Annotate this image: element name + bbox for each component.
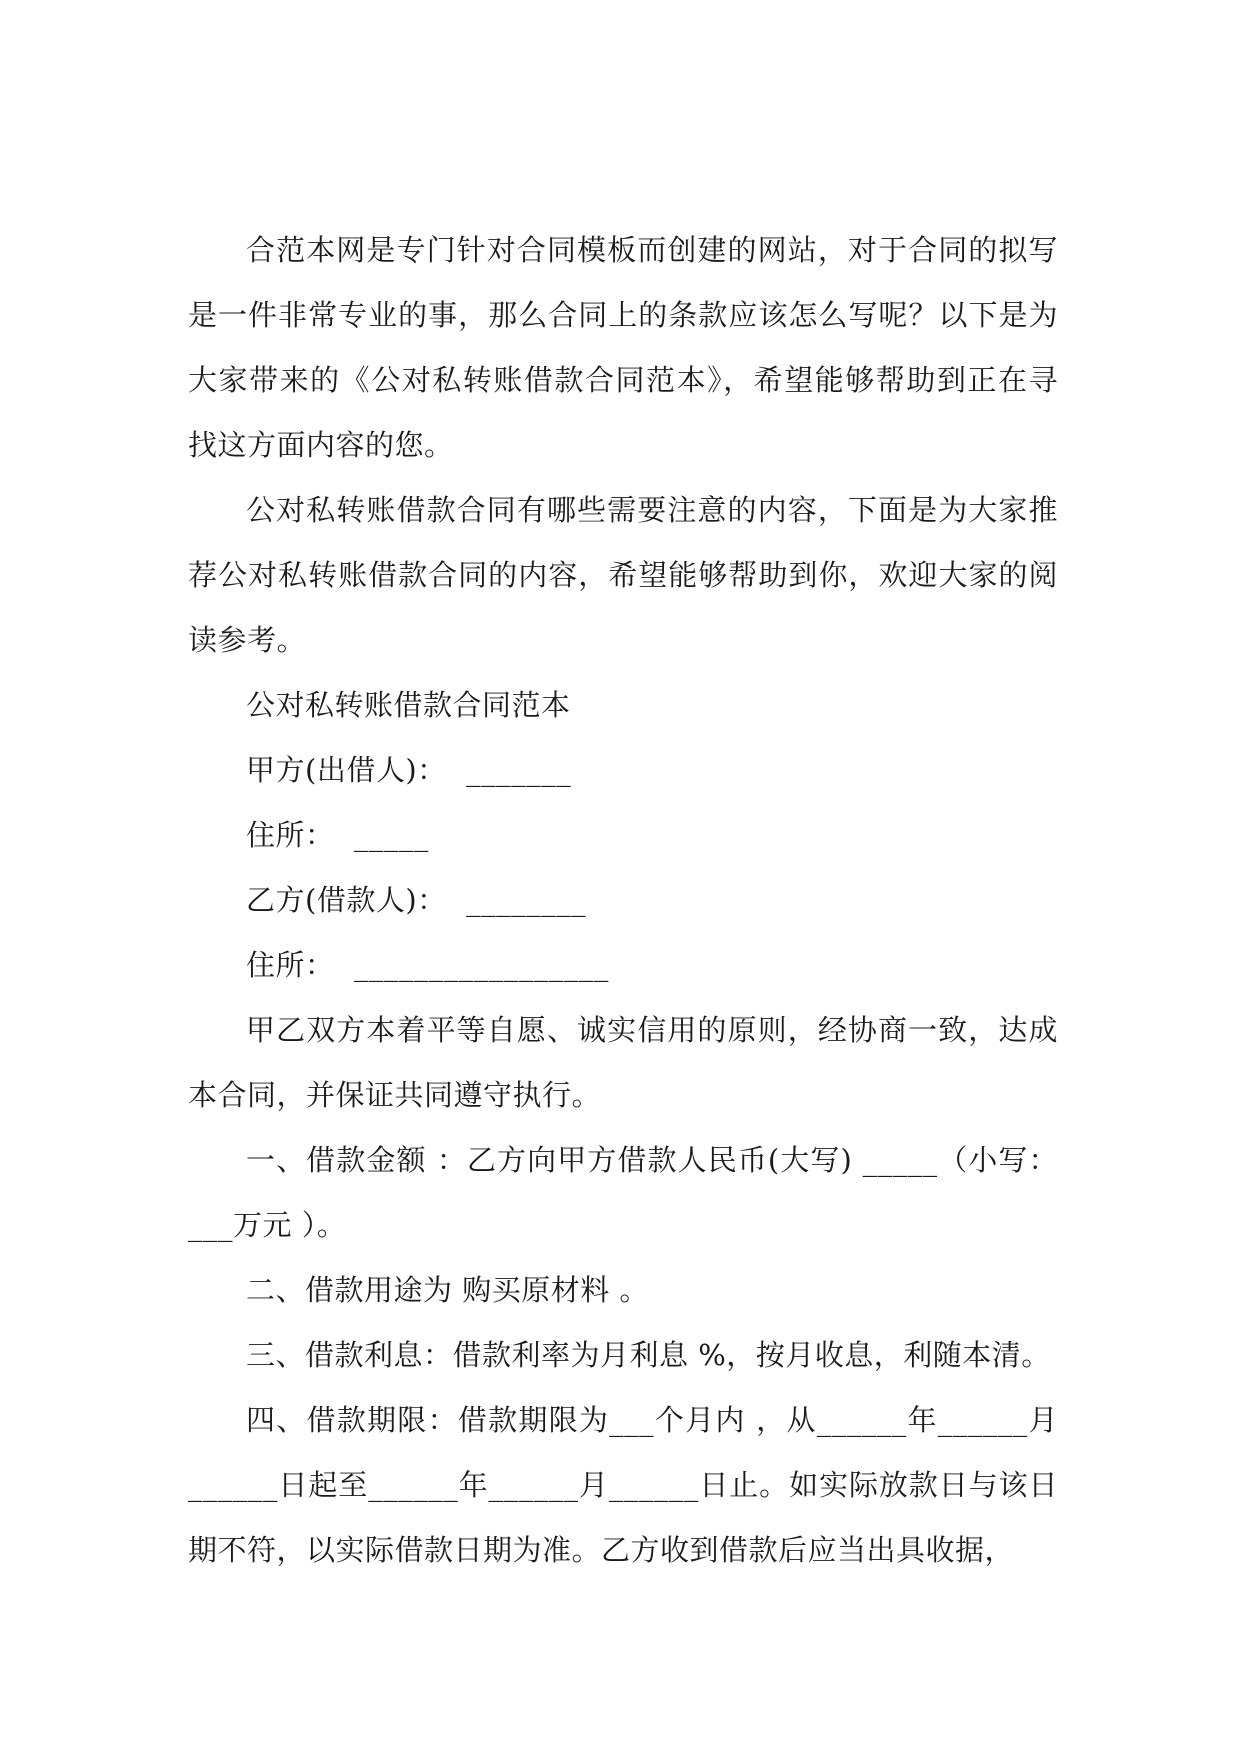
clause-loan-term: 四、借款期限：借款期限为___个月内 ，从______年______月______日起至______年______月______日止。如实际放款日与该日期不符，以实际借款日期为准。乙方收到借款后应当出具收据， xyxy=(188,1403,1058,1567)
party-a-field: 甲方(出借人)： _______ xyxy=(246,753,572,787)
clause-loan-interest: 三、借款利息：借款利率为月利息 %，按月收息，利随本清。 xyxy=(246,1338,1051,1372)
contract-title: 公对私转账借款合同范本 xyxy=(246,688,571,722)
agreement-preamble: 甲乙双方本着平等自愿、诚实信用的原则，经协商一致，达成本合同，并保证共同遵守执行。 xyxy=(188,1013,1058,1112)
party-b-address-field: 住所： _________________ xyxy=(246,948,609,982)
clause-loan-amount: 一、借款金额 ：乙方向甲方借款人民币(大写) _____（小写：___万元 ）。 xyxy=(188,1143,1058,1242)
clause-loan-purpose: 二、借款用途为 购买原材料 。 xyxy=(246,1273,649,1307)
intro-paragraph: 合范本网是专门针对合同模板而创建的网站，对于合同的拟写是一件非常专业的事，那么合同上的条款应该怎么写呢？以下是为大家带来的《公对私转账借款合同范本》，希望能够帮助到正在寻找这方面内容的您。 xyxy=(188,233,1058,462)
recommendation-paragraph: 公对私转账借款合同有哪些需要注意的内容，下面是为大家推荐公对私转账借款合同的内容，希望能够帮助到你，欢迎大家的阅读参考。 xyxy=(188,493,1058,657)
party-b-field: 乙方(借款人)： ________ xyxy=(246,883,587,917)
party-a-address-field: 住所： _____ xyxy=(246,818,429,852)
document-body xyxy=(188,218,1058,1583)
